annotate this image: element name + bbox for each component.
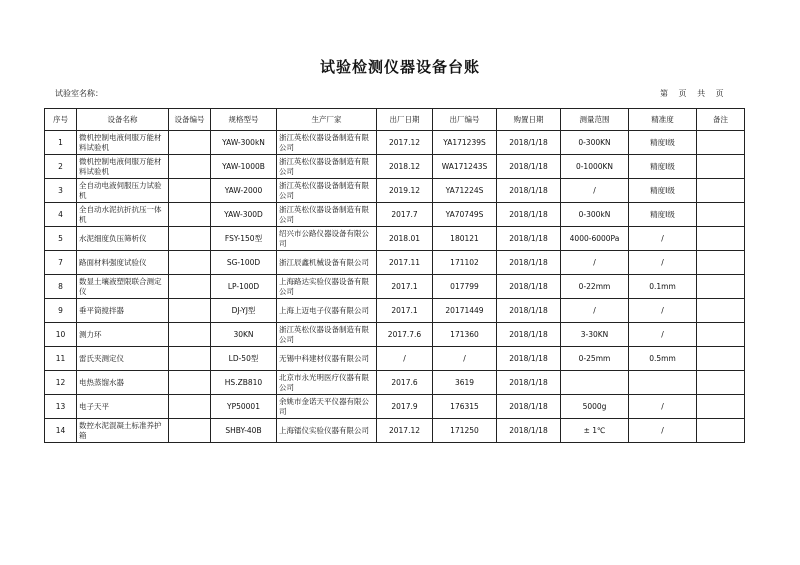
column-header: 序号 bbox=[45, 109, 77, 131]
table-cell bbox=[169, 275, 211, 299]
table-cell bbox=[169, 179, 211, 203]
table-cell: 绍兴市公路仪器设备有限公司 bbox=[277, 227, 377, 251]
table-cell: / bbox=[629, 323, 697, 347]
column-header: 出厂编号 bbox=[433, 109, 497, 131]
table-cell: 2018/1/18 bbox=[497, 395, 561, 419]
table-cell bbox=[629, 371, 697, 395]
table-cell: 2018/1/18 bbox=[497, 251, 561, 275]
table-cell: HS.ZB810 bbox=[211, 371, 277, 395]
table-row bbox=[45, 419, 745, 443]
table-cell bbox=[169, 347, 211, 371]
page-title: 试验检测仪器设备台账 bbox=[319, 58, 480, 76]
table-cell: / bbox=[561, 251, 629, 275]
table-cell: 0-300KN bbox=[561, 131, 629, 155]
table-cell bbox=[169, 419, 211, 443]
table-row bbox=[45, 155, 745, 179]
table-cell: 20171449 bbox=[433, 299, 497, 323]
table-cell: 4 bbox=[45, 203, 77, 227]
table-cell: YA70749S bbox=[433, 203, 497, 227]
table-row bbox=[45, 227, 745, 251]
table-cell: 2018/1/18 bbox=[497, 323, 561, 347]
table-cell: 180121 bbox=[433, 227, 497, 251]
column-header: 精准度 bbox=[629, 109, 697, 131]
table-cell: 2018/1/18 bbox=[497, 419, 561, 443]
table-cell: / bbox=[629, 251, 697, 275]
table-cell: 上海路达实验仪器设备有限公司 bbox=[277, 275, 377, 299]
table-cell bbox=[169, 227, 211, 251]
table-cell bbox=[697, 347, 745, 371]
table-cell: / bbox=[629, 395, 697, 419]
table-cell: 2018.12 bbox=[377, 155, 433, 179]
table-cell: 2017.12 bbox=[377, 131, 433, 155]
column-header: 出厂日期 bbox=[377, 109, 433, 131]
table-cell: YA71224S bbox=[433, 179, 497, 203]
table-cell: 浙江英松仪器设备制造有限公司 bbox=[277, 131, 377, 155]
table-cell: 浙江辰鑫机械设备有限公司 bbox=[277, 251, 377, 275]
column-header: 设备名称 bbox=[77, 109, 169, 131]
table-cell: 余姚市金诺天平仪器有限公司 bbox=[277, 395, 377, 419]
lab-name-label: 试验室名称： bbox=[55, 89, 103, 98]
table-cell: 2018/1/18 bbox=[497, 131, 561, 155]
table-cell bbox=[169, 323, 211, 347]
table-cell: 9 bbox=[45, 299, 77, 323]
page-number-info: 第 页 共 页 bbox=[660, 89, 724, 98]
table-cell bbox=[697, 131, 745, 155]
table-cell: YAW-2000 bbox=[211, 179, 277, 203]
table-cell: 电子天平 bbox=[77, 395, 169, 419]
table-cell: 浙江英松仪器设备制造有限公司 bbox=[277, 203, 377, 227]
table-cell: 0-22mm bbox=[561, 275, 629, 299]
table-cell: 11 bbox=[45, 347, 77, 371]
table-row bbox=[45, 275, 745, 299]
table-cell bbox=[697, 227, 745, 251]
table-cell: 精度Ⅰ级 bbox=[629, 179, 697, 203]
table-cell bbox=[697, 299, 745, 323]
table-cell: 2017.1 bbox=[377, 299, 433, 323]
table-cell: DJ-YJ型 bbox=[211, 299, 277, 323]
equipment-ledger-table bbox=[44, 108, 745, 443]
table-cell: 2018/1/18 bbox=[497, 155, 561, 179]
table-cell: 精度Ⅰ级 bbox=[629, 203, 697, 227]
table-cell: / bbox=[561, 179, 629, 203]
table-cell: 2017.1 bbox=[377, 275, 433, 299]
table-row bbox=[45, 299, 745, 323]
table-cell: 水泥细度负压筛析仪 bbox=[77, 227, 169, 251]
table-cell: 上海上迈电子仪器有限公司 bbox=[277, 299, 377, 323]
table-cell: 全自动水泥抗折抗压一体机 bbox=[77, 203, 169, 227]
table-cell: 上海镭仪实验仪器有限公司 bbox=[277, 419, 377, 443]
table-cell: 0.5mm bbox=[629, 347, 697, 371]
table-cell: / bbox=[629, 419, 697, 443]
table-cell: 0-1000KN bbox=[561, 155, 629, 179]
table-cell: 精度Ⅰ级 bbox=[629, 155, 697, 179]
table-row bbox=[45, 395, 745, 419]
table-row bbox=[45, 371, 745, 395]
table-cell bbox=[169, 395, 211, 419]
table-cell: 浙江英松仪器设备制造有限公司 bbox=[277, 155, 377, 179]
table-cell: 测力环 bbox=[77, 323, 169, 347]
table-cell: 3 bbox=[45, 179, 77, 203]
table-cell bbox=[561, 371, 629, 395]
table-cell: 2018/1/18 bbox=[497, 275, 561, 299]
table-cell: / bbox=[629, 227, 697, 251]
table-cell: YA171239S bbox=[433, 131, 497, 155]
table-cell: 017799 bbox=[433, 275, 497, 299]
table-cell: 171102 bbox=[433, 251, 497, 275]
table-cell: 2019.12 bbox=[377, 179, 433, 203]
table-cell: ± 1℃ bbox=[561, 419, 629, 443]
table-cell: / bbox=[377, 347, 433, 371]
table-cell: 2018/1/18 bbox=[497, 203, 561, 227]
table-body bbox=[45, 131, 745, 443]
column-header: 备注 bbox=[697, 109, 745, 131]
table-cell: 微机控制电液伺服万能材料试验机 bbox=[77, 131, 169, 155]
table-cell: 5000g bbox=[561, 395, 629, 419]
table-cell: 176315 bbox=[433, 395, 497, 419]
table-cell bbox=[169, 131, 211, 155]
table-cell bbox=[169, 155, 211, 179]
table-cell bbox=[697, 155, 745, 179]
table-cell: 2017.7.6 bbox=[377, 323, 433, 347]
table-cell: SHBY-40B bbox=[211, 419, 277, 443]
table-cell: 5 bbox=[45, 227, 77, 251]
table-cell: 4000-6000Pa bbox=[561, 227, 629, 251]
table-cell bbox=[169, 371, 211, 395]
table-cell: LD-50型 bbox=[211, 347, 277, 371]
table-cell: 2018.01 bbox=[377, 227, 433, 251]
table-cell: 0.1mm bbox=[629, 275, 697, 299]
table-cell: 2017.6 bbox=[377, 371, 433, 395]
table-cell: 浙江英松仪器设备制造有限公司 bbox=[277, 323, 377, 347]
table-cell bbox=[697, 203, 745, 227]
table-cell: 0-300kN bbox=[561, 203, 629, 227]
table-cell: / bbox=[561, 299, 629, 323]
table-cell: 13 bbox=[45, 395, 77, 419]
table-cell: 2 bbox=[45, 155, 77, 179]
table-cell: 7 bbox=[45, 251, 77, 275]
table-cell: 171360 bbox=[433, 323, 497, 347]
table-cell: / bbox=[433, 347, 497, 371]
table-cell: 30KN bbox=[211, 323, 277, 347]
table-cell: 雷氏夹测定仪 bbox=[77, 347, 169, 371]
table-cell: 2018/1/18 bbox=[497, 299, 561, 323]
table-cell: 12 bbox=[45, 371, 77, 395]
table-row bbox=[45, 251, 745, 275]
table-cell: 2017.12 bbox=[377, 419, 433, 443]
table-cell: WA171243S bbox=[433, 155, 497, 179]
table-cell: 全自动电液伺服压力试验机 bbox=[77, 179, 169, 203]
table-cell: 171250 bbox=[433, 419, 497, 443]
table-row bbox=[45, 347, 745, 371]
table-cell: / bbox=[629, 299, 697, 323]
table-cell: 精度Ⅰ级 bbox=[629, 131, 697, 155]
table-cell: 2018/1/18 bbox=[497, 347, 561, 371]
table-row bbox=[45, 203, 745, 227]
column-header: 测量范围 bbox=[561, 109, 629, 131]
table-cell: 14 bbox=[45, 419, 77, 443]
table-cell bbox=[697, 419, 745, 443]
table-cell: 无锡中科建材仪器有限公司 bbox=[277, 347, 377, 371]
table-cell: 电热蒸馏水器 bbox=[77, 371, 169, 395]
table-row bbox=[45, 131, 745, 155]
table-cell bbox=[697, 371, 745, 395]
table-cell: SG-100D bbox=[211, 251, 277, 275]
table-cell: 3619 bbox=[433, 371, 497, 395]
table-cell: 2018/1/18 bbox=[497, 371, 561, 395]
table-cell: LP-100D bbox=[211, 275, 277, 299]
table-cell bbox=[697, 251, 745, 275]
table-cell bbox=[697, 275, 745, 299]
table-cell bbox=[169, 203, 211, 227]
table-cell: 2017.9 bbox=[377, 395, 433, 419]
table-cell bbox=[697, 323, 745, 347]
table-cell: 路面材料强度试验仪 bbox=[77, 251, 169, 275]
column-header: 规格型号 bbox=[211, 109, 277, 131]
table-cell: 1 bbox=[45, 131, 77, 155]
table-cell bbox=[169, 299, 211, 323]
table-cell: YAW-1000B bbox=[211, 155, 277, 179]
table-cell: 垂平筒搅拌器 bbox=[77, 299, 169, 323]
table-cell bbox=[169, 251, 211, 275]
table-cell: 微机控制电液伺服万能材料试验机 bbox=[77, 155, 169, 179]
column-header: 购置日期 bbox=[497, 109, 561, 131]
table-cell: 2017.7 bbox=[377, 203, 433, 227]
table-cell: FSY-150型 bbox=[211, 227, 277, 251]
table-cell: 2017.11 bbox=[377, 251, 433, 275]
table-cell: YP50001 bbox=[211, 395, 277, 419]
table-cell: 浙江英松仪器设备制造有限公司 bbox=[277, 179, 377, 203]
table-cell: YAW-300kN bbox=[211, 131, 277, 155]
table-cell: 数显土壤液塑限联合测定仪 bbox=[77, 275, 169, 299]
table-cell: 北京市永光明医疗仪器有限公司 bbox=[277, 371, 377, 395]
table-cell: YAW-300D bbox=[211, 203, 277, 227]
table-cell: 2018/1/18 bbox=[497, 179, 561, 203]
table-cell: 10 bbox=[45, 323, 77, 347]
column-header: 设备编号 bbox=[169, 109, 211, 131]
table-cell: 2018/1/18 bbox=[497, 227, 561, 251]
table-cell: 8 bbox=[45, 275, 77, 299]
column-header: 生产厂家 bbox=[277, 109, 377, 131]
table-cell: 数控水泥混凝土标准养护箱 bbox=[77, 419, 169, 443]
table-cell: 0-25mm bbox=[561, 347, 629, 371]
table-row bbox=[45, 323, 745, 347]
table-cell bbox=[697, 179, 745, 203]
table-row bbox=[45, 179, 745, 203]
table-header-row bbox=[45, 109, 745, 131]
table-cell bbox=[697, 395, 745, 419]
table-cell: 3-30KN bbox=[561, 323, 629, 347]
